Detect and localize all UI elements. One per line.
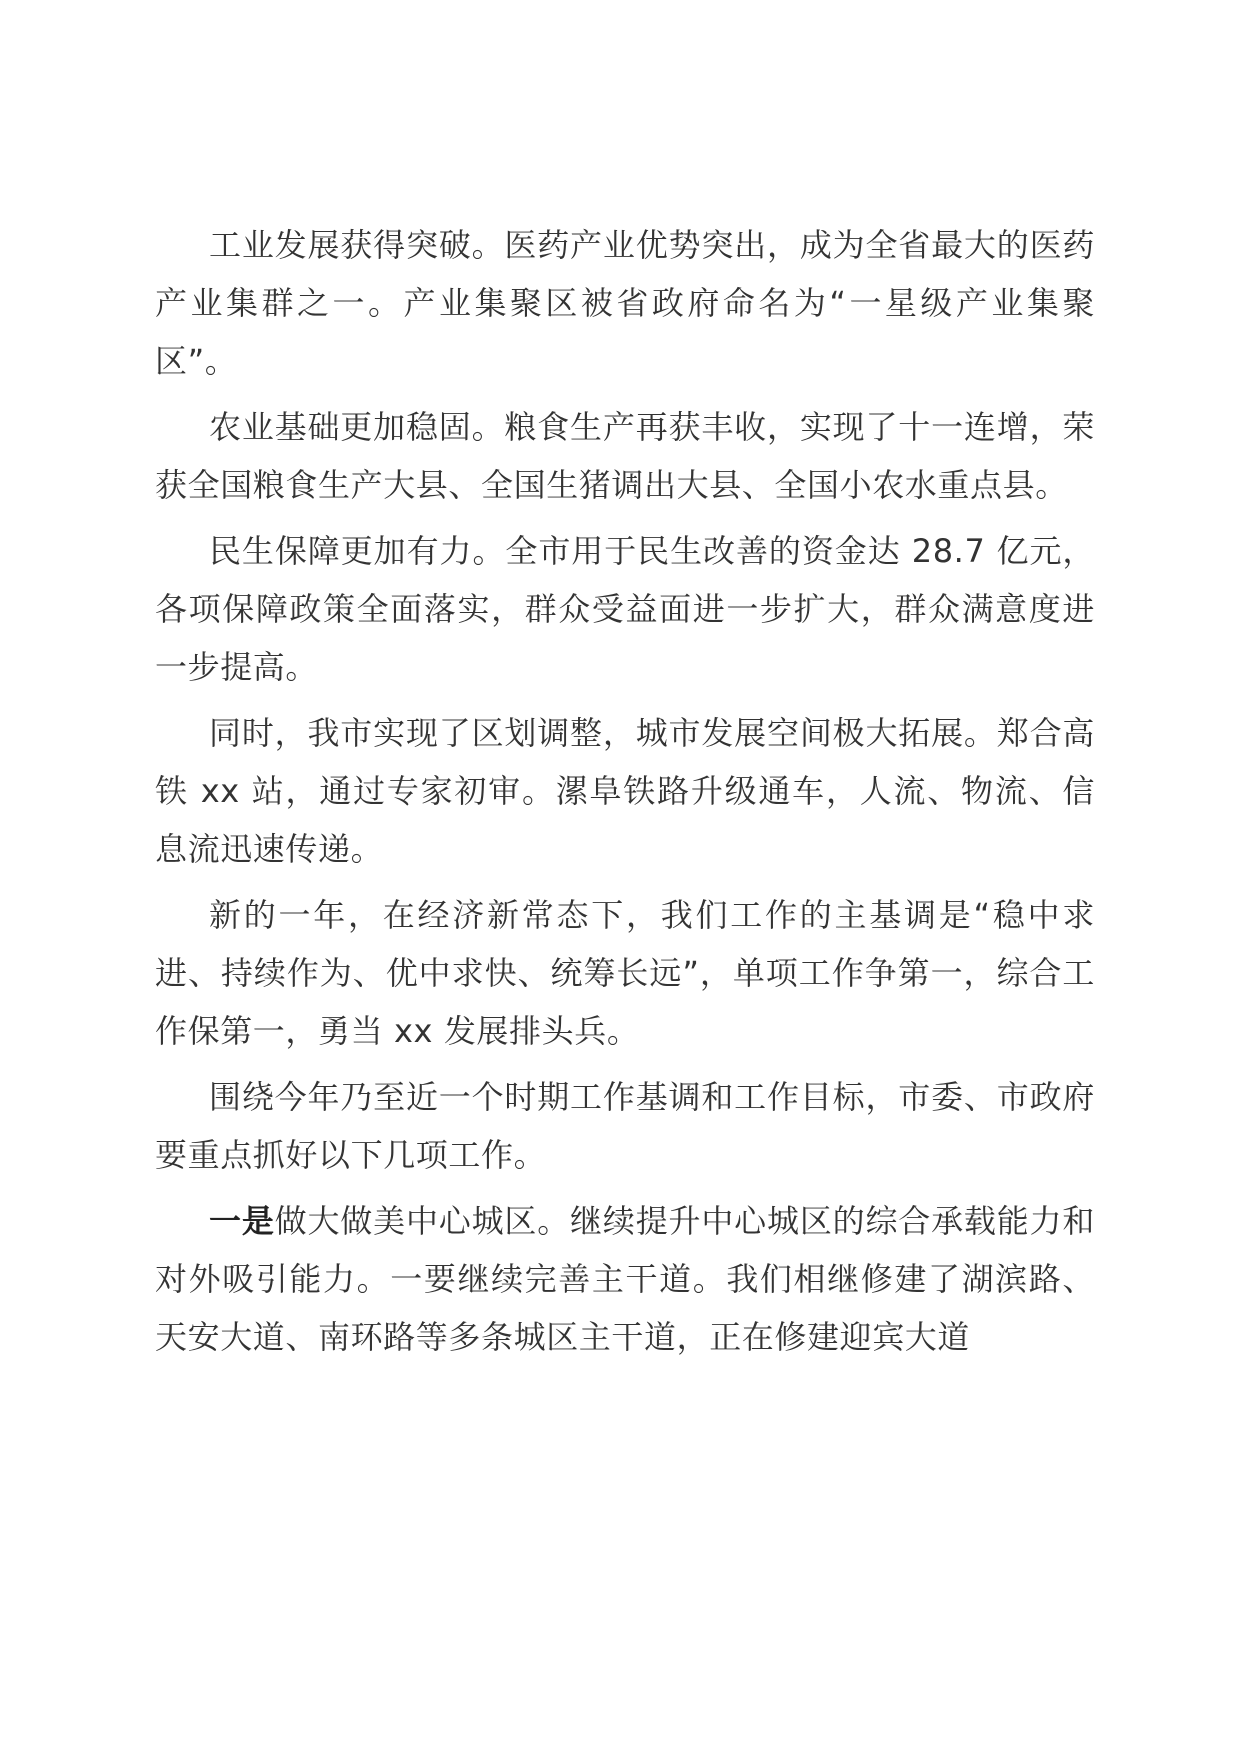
paragraph-livelihood: 民生保障更加有力。全市用于民生改善的资金达 28.7 亿元，各项保障政策全面落实，群众受益面进一步扩大，群众满意度进一步提高。 (155, 532, 1095, 686)
paragraph-task-one (155, 1192, 1095, 1366)
paragraph-task-one-text: 做大做美中心城区。继续提升中心城区的综合承载能力和对外吸引能力。一要继续完善主干道。我们相继修建了湖滨路、天安大道、南环路等多条城区主干道，正在修建迎宾大道 (155, 1202, 1095, 1356)
paragraph-agriculture: 农业基础更加稳固。粮食生产再获丰收，实现了十一连增，荣获全国粮食生产大县、全国生猪调出大县、全国小农水重点县。 (155, 408, 1095, 504)
paragraph-industry: 工业发展获得突破。医药产业优势突出，成为全省最大的医药产业集群之一。产业集聚区被省政府命名为“一星级产业集聚区”。 (155, 226, 1095, 380)
paragraph-lead: 一是 (209, 1202, 275, 1240)
paragraph-urban-expansion: 同时，我市实现了区划调整，城市发展空间极大拓展。郑合高铁 xx 站，通过专家初审。漯阜铁路升级通车，人流、物流、信息流迅速传递。 (155, 714, 1095, 868)
paragraph-key-tasks: 围绕今年乃至近一个时期工作基调和工作目标，市委、市政府要重点抓好以下几项工作。 (155, 1078, 1095, 1174)
document-body (155, 216, 1095, 1374)
paragraph-new-year: 新的一年，在经济新常态下，我们工作的主基调是“稳中求进、持续作为、优中求快、统筹长远”，单项工作争第一，综合工作保第一，勇当 xx 发展排头兵。 (155, 896, 1095, 1050)
